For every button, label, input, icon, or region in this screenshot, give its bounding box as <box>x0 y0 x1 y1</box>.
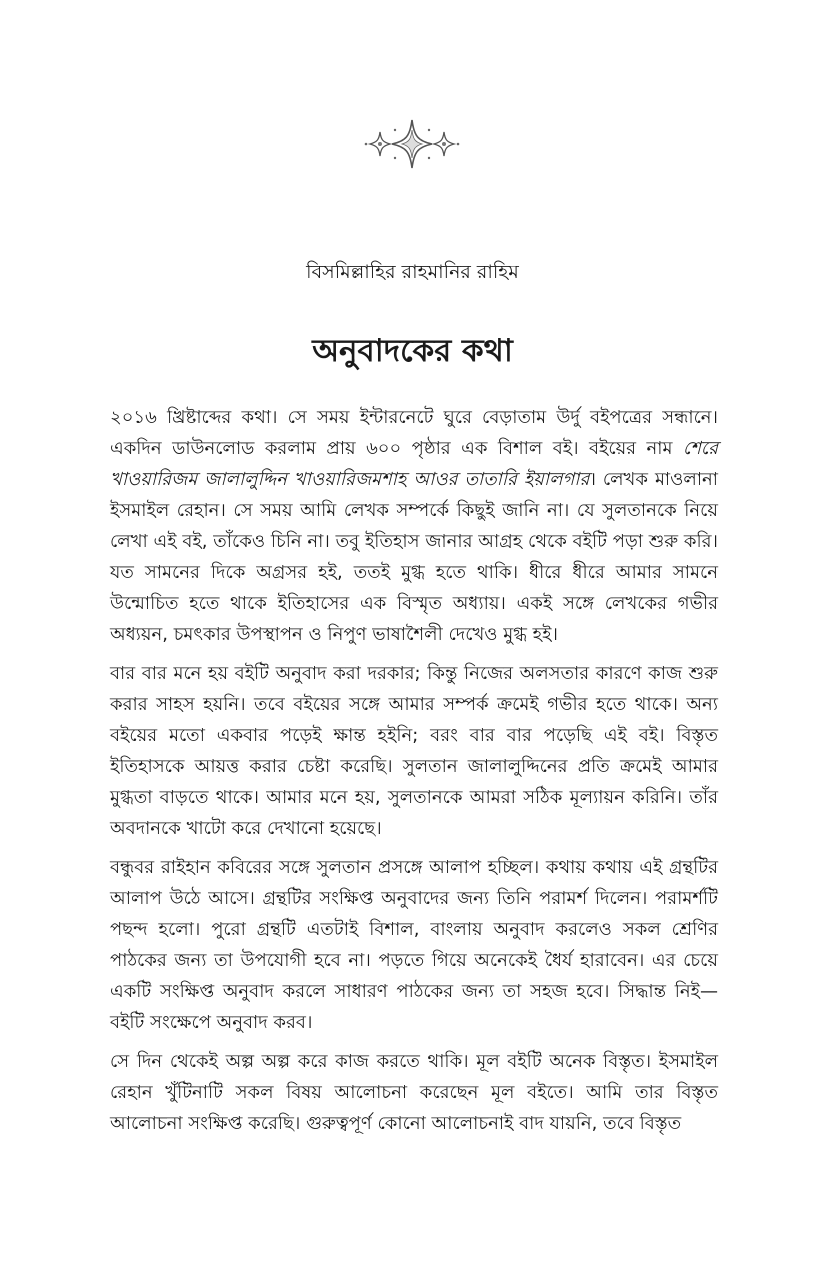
paragraph-1-text-start: ২০১৬ খ্রিষ্টাব্দের কথা। সে সময় ইন্টারনেটে ঘুরে বেড়াতাম উর্দু বইপত্রের সন্ধানে। একদিন ডাউনলোড করলাম প্রায় ৬০০ পৃষ্ঠার এক বিশাল বই। বইয়ের নাম <box>110 407 718 459</box>
book-title: শেরে খাওয়ারিজম জালালুদ্দিন খাওয়ারিজমশাহ আওর তাতারি ইয়ালগার <box>110 438 718 490</box>
paragraph-4: সে দিন থেকেই অল্প অল্প করে কাজ করতে থাকি। মূল বইটি অনেক বিস্তৃত। ইসমাইল রেহান খুঁটিনাটি সকল বিষয় আলোচনা করেছেন মূল বইতে। আমি তার বিস্তৃত আলোচনা সংক্ষিপ্ত করেছি। গুরুত্বপূর্ণ কোনো আলোচনাই বাদ যায়নি, তবে বিস্তৃত <box>110 1051 718 1134</box>
four-point-star-ornament-icon <box>362 116 462 172</box>
body-text <box>110 402 718 1147</box>
paragraph-2: বার বার মনে হয় বইটি অনুবাদ করা দরকার; কিন্তু নিজের অলসতার কারণে কাজ শুরু করার সাহস হয়নি। তবে বইয়ের সঙ্গে আমার সম্পর্ক ক্রমেই গভীর হতে থাকে। অন্য বইয়ের মতো একবার পড়েই ক্ষান্ত হইনি; বরং বার বার পড়েছি এই বই। বিস্তৃত ইতিহাসকে আয়ত্ত করার চেষ্টা করেছি। সুলতান জালালুদ্দিনের প্রতি ক্রমেই আমার মুগ্ধতা বাড়তে থাকে। আমার মনে হয়, সুলতানকে আমরা সঠিক মূল্যায়ন করিনি। তাঁর অবদানকে খাটো করে দেখানো হয়েছে। <box>110 663 718 839</box>
paragraph-1-text-end: । লেখক মাওলানা ইসমাইল রেহান। সে সময় আমি লেখক সম্পর্কে কিছুই জানি না। যে সুলতানকে নিয়ে লেখা এই বই, তাঁকেও চিনি না। তবু ইতিহাস জানার আগ্রহ থেকে বইটি পড়া শুরু করি। যত সামনের দিকে অগ্রসর হই, ততই মুগ্ধ হতে থাকি। ধীরে ধীরে আমার সামনে উন্মোচিত হতে থাকে ইতিহাসের এক বিস্মৃত অধ্যায়। একই সঙ্গে লেখকের গভীর অধ্যয়ন, চমৎকার উপস্থাপন ও নিপুণ ভাষাশৈলী দেখেও মুগ্ধ হই। <box>110 469 718 645</box>
page-title: অনুবাদকের কথা <box>312 333 513 369</box>
bismillah-line: বিসমিল্লাহির রাহমানির রাহিম <box>306 261 519 283</box>
paragraph-3: বন্ধুবর রাইহান কবিরের সঙ্গে সুলতান প্রসঙ্গে আলাপ হচ্ছিল। কথায় কথায় এই গ্রন্থটির আলাপ উঠে আসে। গ্রন্থটির সংক্ষিপ্ত অনুবাদের জন্য তিনি পরামর্শ দিলেন। পরামর্শটি পছন্দ হলো। পুরো গ্রন্থটি এতটাই বিশাল, বাংলায় অনুবাদ করলেও সকল শ্রেণির পাঠকের জন্য তা উপযোগী হবে না। পড়তে গিয়ে অনেকেই ধৈর্য হারাবেন। এর চেয়ে একটি সংক্ষিপ্ত অনুবাদ করলে সাধারণ পাঠকের জন্য তা সহজ হবে। সিদ্ধান্ত নিই—বইটি সংক্ষেপে অনুবাদ করব। <box>110 857 718 1033</box>
paragraph-1 <box>110 402 718 650</box>
